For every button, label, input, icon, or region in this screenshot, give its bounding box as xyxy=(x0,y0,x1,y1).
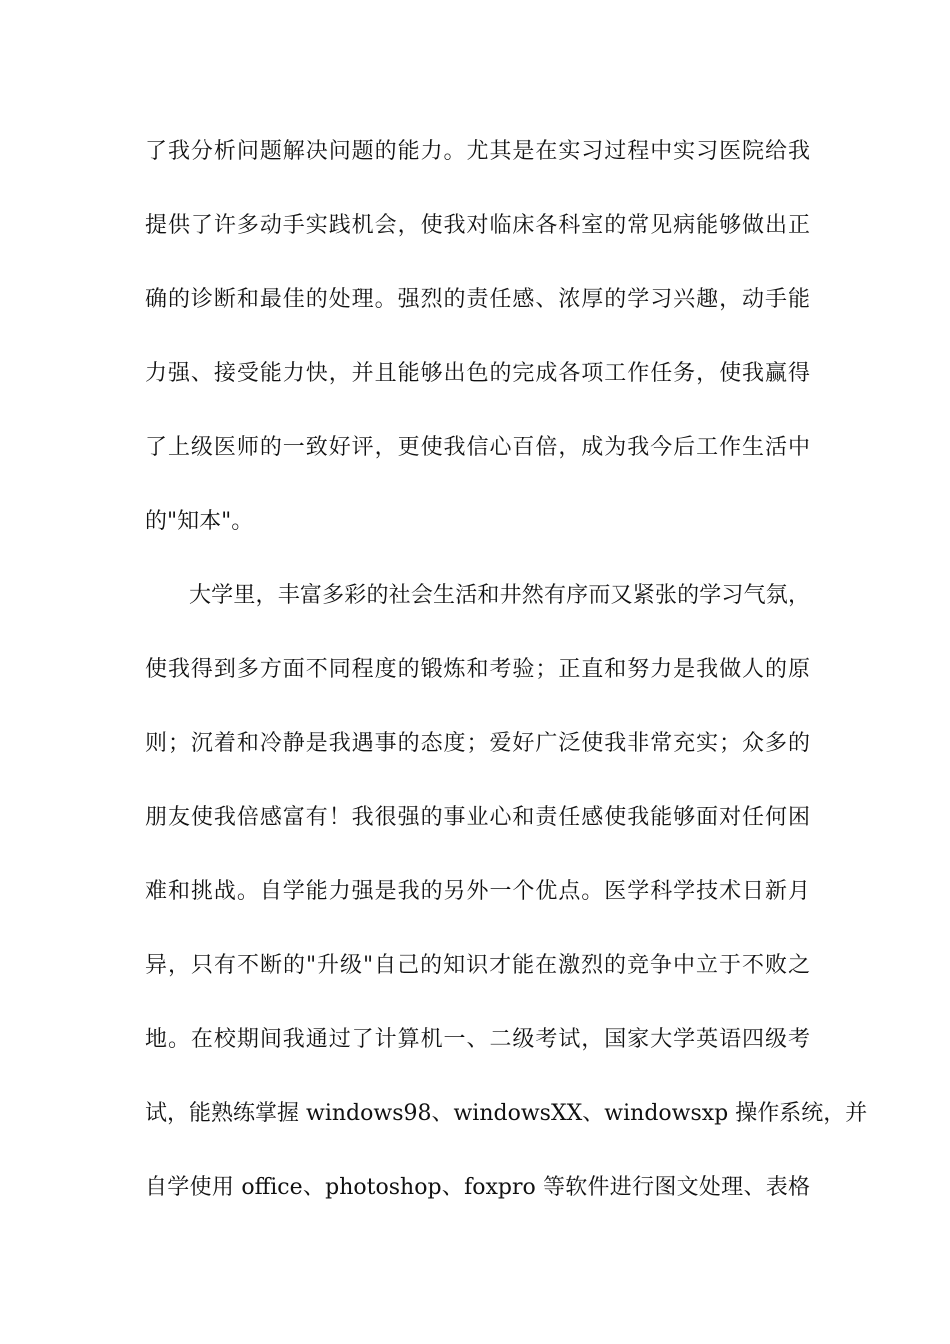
text-line: 难和挑战。自学能力强是我的另外一个优点。医学科学技术日新月 xyxy=(145,879,810,904)
text-line: 提供了许多动手实践机会，使我对临床各科室的常见病能够做出正 xyxy=(145,213,810,238)
text-line: 了我分析问题解决问题的能力。尤其是在实习过程中实习医院给我 xyxy=(145,139,810,164)
text-line: 的"知本"。 xyxy=(145,509,254,534)
text-line: 力强、接受能力快，并且能够出色的完成各项工作任务，使我赢得 xyxy=(145,361,810,386)
text-line: 地。在校期间我通过了计算机一、二级考试，国家大学英语四级考 xyxy=(145,1027,810,1052)
paragraph-first-line: 大学里，丰富多彩的社会生活和井然有序而又紧张的学习气氛， xyxy=(189,583,810,608)
text-line: 异，只有不断的"升级"自己的知识才能在激烈的竞争中立于不败之 xyxy=(145,953,810,978)
text-line: 则；沉着和冷静是我遇事的态度；爱好广泛使我非常充实；众多的 xyxy=(145,731,810,756)
text-line: 朋友使我倍感富有！我很强的事业心和责任感使我能够面对任何困 xyxy=(145,805,810,830)
text-line: 使我得到多方面不同程度的锻炼和考验；正直和努力是我做人的原 xyxy=(145,657,810,682)
text-line: 确的诊断和最佳的处理。强烈的责任感、浓厚的学习兴趣，动手能 xyxy=(145,287,810,312)
text-line: 试，能熟练掌握 windows98、windowsXX、windowsxp 操作系统，并 xyxy=(145,1101,868,1126)
text-line: 自学使用 office、photoshop、foxpro 等软件进行图文处理、表格 xyxy=(145,1175,810,1200)
text-line: 了上级医师的一致好评，更使我信心百倍，成为我今后工作生活中 xyxy=(145,435,810,460)
